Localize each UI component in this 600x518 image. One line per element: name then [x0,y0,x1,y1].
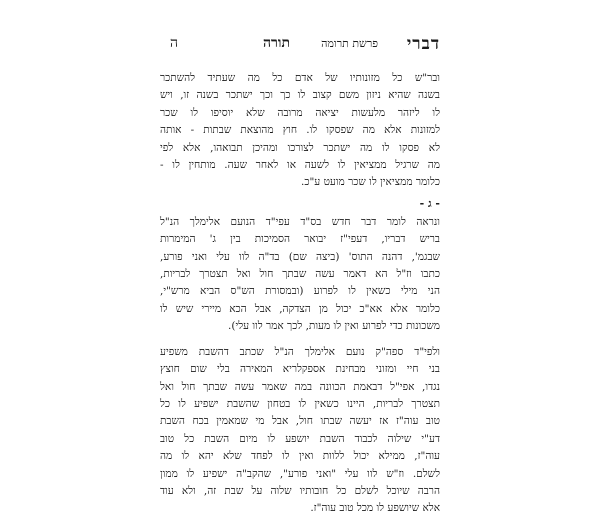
text-line: כלומר ממציאין לו שכר מועט ע"כ. [301,176,440,189]
paragraph-2 [160,214,440,336]
page-number: ה [170,35,179,51]
text-line: הרבה שיוכל לשלם כל חובותיו שלוה על שבת זה, ולא עוד [160,484,440,497]
text-line: טוב עוה"ז אז יעשה שבתו חול, אבל מי שמאמין בכח השבת [160,415,440,428]
text-line: ובר"ש כל מזונותיו של אדם כל מה שעתיד להשתכר [160,72,440,84]
text-line: לשלם. וז"ש לוו עלי "ואני פורע", שהקב"ה ישפיע לו ממון [160,467,440,480]
text-line: תצטרך לבריות, היינו כשאין לו בטחון שהשבת ישפיע לו כל [160,397,440,410]
page-body [160,70,440,518]
text-line: ולפי"ד ספה"ק נועם אלימלך הנ"ל שכתב דהשבת משפיע [160,345,440,358]
text-line: דע"י שילוה לכבוד השבת יושפע לו מיום השבת כל טוב [160,432,440,445]
text-line: הני מילי כשאין לו לפרוע (ובמסורת הש"ס הביא מרש"י, [160,285,440,298]
text-line: לא פסקו לו מה ישתכר לצורכו ומהיכן תבואהו, אלא לפי [160,141,440,154]
text-line: לו ליזהר מלעשות יציאה מרובה שלא יוסיפו לו שכר [160,106,440,119]
text-line: כתבו וז"ל הא דאמר עשה שבתך חול ואל תצטרך לבריות, [160,268,440,281]
text-line: בני חיי ומזוני מבחינת אספקלריא המאירה בלי שום חוצץ [160,363,440,376]
book-title: דברי [406,34,440,54]
text-line: כלומר אלא אא"כ יכול מן הצדקה, אבל הכא מיירי שיש לו [160,302,440,315]
text-line: מה שרגיל ממציאין לו לשעה או לאחר שעה. מותחין לו - [160,159,440,172]
text-line: למזונות אלא מה שפסקו לו. חוץ מהוצאת שבתות - אותה [160,124,440,137]
paragraph-1 [160,70,440,192]
section-marker: - ג - [419,196,440,210]
paragraph-3 [160,344,440,518]
text-line: שבגמ', דהנה התוס' (ביצה שם) בד"ה לוו עלי ואני פורע, [160,250,440,263]
text-line: בשנה שהיא ניזון משם קצוב לו כך וכך ישתכר בשנה זו, ויש [160,89,440,102]
text-line: בריש דבריו, דעפי"ז יבואר הסמיכות בין ג' המימרות [160,233,440,246]
text-line: עוה"ז, ממילא יכול ללוות ואין לו לפחד שלא יהא לו מה [160,450,440,463]
text-line: נגדו, אפי"ל דבאמת הכוונה במה שאמר עשה שבתך חול ואל [160,380,440,393]
parsha-name: פרשת תרומה [321,37,378,50]
text-line: משכונות כדי לפרוע ואין לו מעות, לכך אמר לוו עלי). [228,320,440,333]
page-header [170,36,440,56]
torah-label: תורה [262,35,290,51]
text-line: אלא שיושפע לו מכל טוב עוה"ז. [310,502,440,515]
text-line: ונראה לומר דבר חדש בס"ד עפי"ד הנועם אלימלך הנ"ל [160,215,440,228]
